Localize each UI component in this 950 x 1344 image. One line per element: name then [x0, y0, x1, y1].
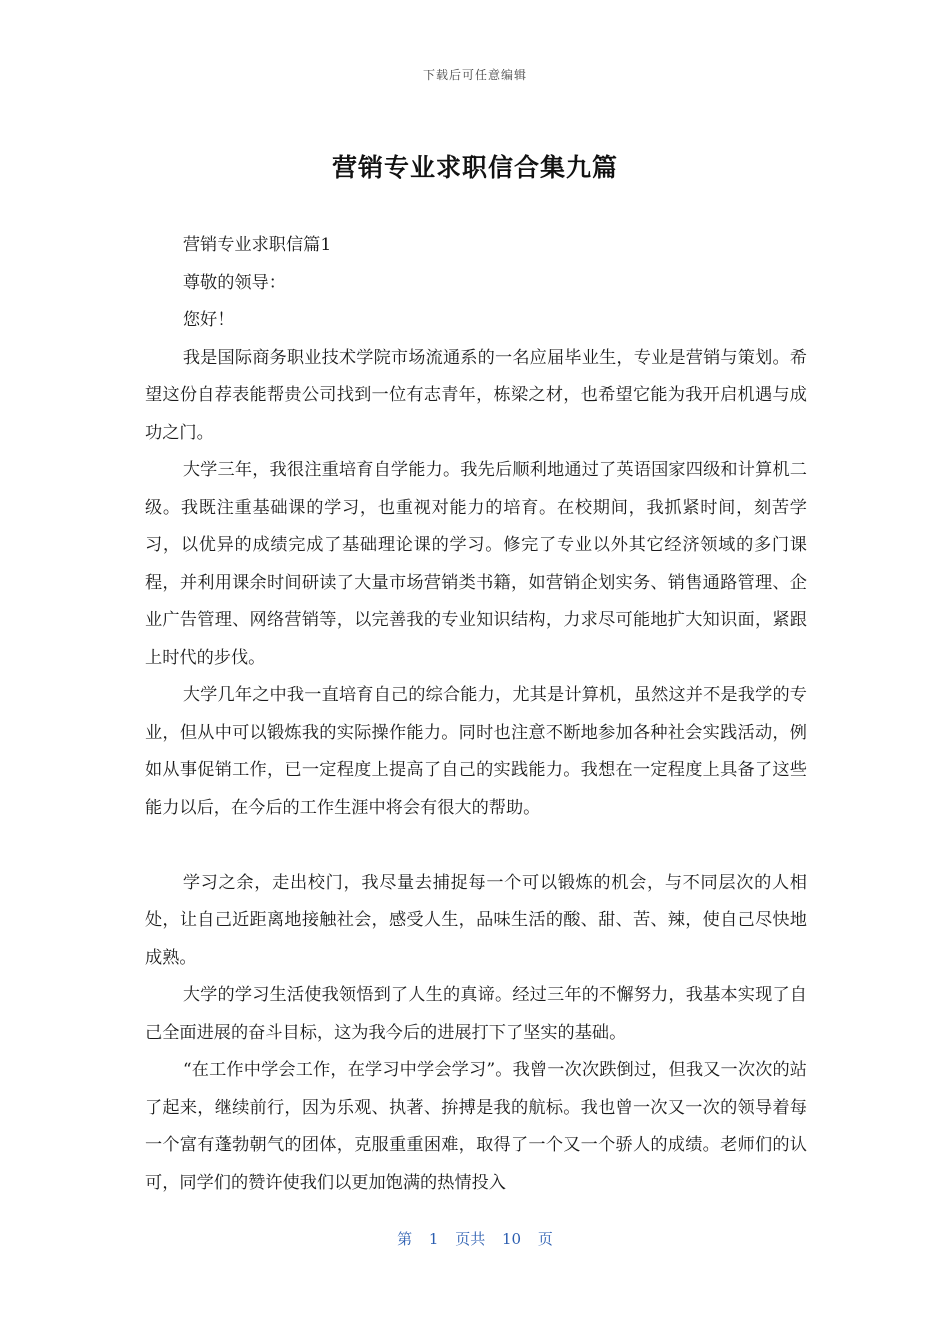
page-label-prefix: 第	[397, 1230, 413, 1248]
paragraph: 大学三年，我很注重培育自学能力。我先后顺利地通过了英语国家四级和计算机二级。我既注重基础课的学习，也重视对能力的培育。在校期间，我抓紧时间，刻苦学习，以优异的成绩完成了基础理论课的学习。修完了专业以外其它经济领域的多门课程，并利用课余时间研读了大量市场营销类书籍，如营销企划实务、销售通路管理、企业广告管理、网络营销等，以完善我的专业知识结构，力求尽可能地扩大知识面，紧跟上时代的步伐。	[145, 460, 807, 668]
page-footer	[0, 1228, 950, 1249]
header-note: 下载后可任意编辑	[422, 68, 527, 82]
paragraph: 我是国际商务职业技术学院市场流通系的一名应届毕业生，专业是营销与策划。希望这份自荐表能帮贵公司找到一位有志青年，栋梁之材，也希望它能为我开启机遇与成功之门。	[145, 347, 807, 443]
salutation: 尊敬的领导：	[182, 272, 286, 293]
section-heading: 营销专业求职信篇1	[182, 235, 332, 255]
current-page-number: 1	[428, 1230, 439, 1248]
paragraph: “在工作中学会工作，在学习中学会学习”。我曾一次次跌倒过，但我又一次次的站了起来，继续前行，因为乐观、执著、拚搏是我的航标。我也曾一次又一次的领导着每一个富有蓬勃朝气的团体，克服重重困难，取得了一个又一个骄人的成绩。老师们的认可，同学们的赞许使我们以更加饱满的热情投入	[145, 1060, 807, 1193]
document-body	[145, 227, 807, 1202]
document-title: 营销专业求职信合集九篇	[331, 153, 618, 182]
paragraph: 大学的学习生活使我领悟到了人生的真谛。经过三年的不懈努力，我基本实现了自己全面进展的奋斗目标，这为我今后的进展打下了坚实的基础。	[145, 985, 807, 1043]
paragraph: 学习之余，走出校门，我尽量去捕捉每一个可以锻炼的机会，与不同层次的人相处，让自己近距离地接触社会，感受人生，品味生活的酸、甜、苦、辣，使自己尽快地成熟。	[145, 872, 807, 968]
page-label-mid: 页共	[455, 1230, 486, 1248]
page-label-suffix: 页	[537, 1230, 553, 1248]
paragraph: 大学几年之中我一直培育自己的综合能力，尤其是计算机，虽然这并不是我学的专业，但从中可以锻炼我的实际操作能力。同时也注意不断地参加各种社会实践活动，例如从事促销工作，已一定程度上提高了自己的实践能力。我想在一定程度上具备了这些能力以后，在今后的工作生涯中将会有很大的帮助。	[145, 685, 807, 818]
greeting: 您好！	[182, 310, 235, 330]
total-pages: 10	[502, 1230, 522, 1248]
